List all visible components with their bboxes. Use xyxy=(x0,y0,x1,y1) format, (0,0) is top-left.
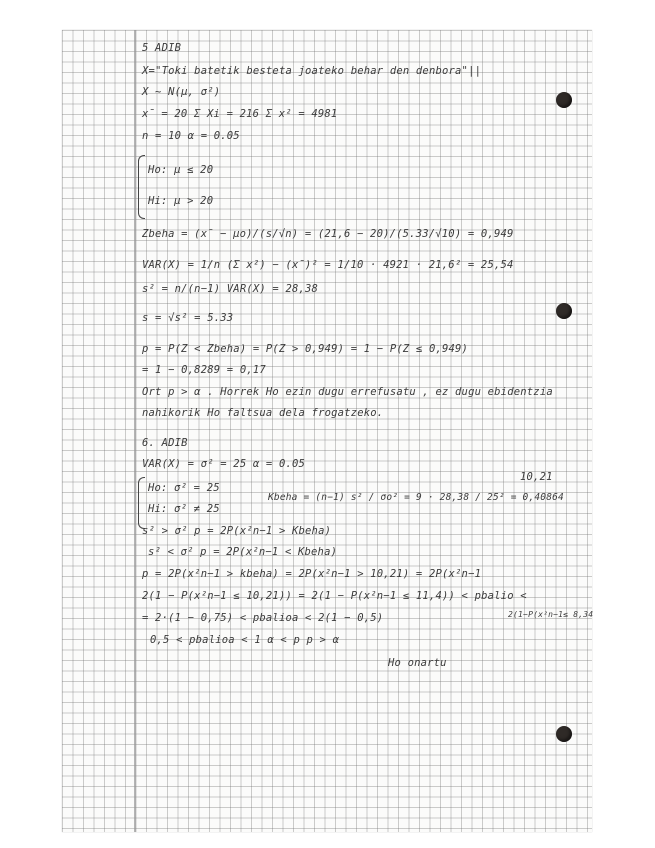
alt-hypothesis: Hi: μ > 20 xyxy=(148,195,214,207)
p-margin-note: 2(1−P(x²n−1≤ 8,34 xyxy=(508,610,594,619)
distribution-line: X ~ N(μ, σ²) xyxy=(142,86,221,98)
final-conclusion: Ho onartu xyxy=(388,657,447,669)
n-alpha-line: n = 10 α = 0.05 xyxy=(142,130,240,142)
z-statistic-line: Zbeha = (x̄ − μo)/(s/√n) = (21,6 − 20)/(5.33/√10) = 0,949 xyxy=(142,228,514,240)
k-statistic-line: Kbeha = (n−1) s² / σo² = 9 · 28,38 / 25² = 0,40864 xyxy=(268,492,564,503)
hypothesis-brace-2 xyxy=(138,477,145,529)
alt-hypothesis-6: Hi: σ² ≠ 25 xyxy=(148,503,220,515)
p-value-line: p = P(Z < Zbeha) = P(Z > 0,949) = 1 − P(Z ≤ 0,949) xyxy=(142,343,469,355)
null-hypothesis-6: Ho: σ² = 25 xyxy=(148,482,220,494)
variance-line: VAR(X) = 1/n (Σ x²) − (x̄)² = 1/10 · 4921 · 21,6² = 25,54 xyxy=(142,259,514,271)
p-rule-less: s² < σ² p = 2P(x²n−1 < Kbeha) xyxy=(148,546,338,558)
section-title-5: 5 ADIB xyxy=(142,42,182,54)
null-hypothesis: Ho: μ ≤ 20 xyxy=(148,164,214,176)
sample-stats-line: x̄ = 20 Σ Xi = 216 Σ x² = 4981 xyxy=(142,108,338,120)
notebook-page xyxy=(62,30,592,832)
hypothesis-brace-1 xyxy=(138,155,145,219)
p-rule-greater: s² > σ² p = 2P(x²n−1 > Kbeha) xyxy=(142,525,332,537)
section-title-6: 6. ADIB xyxy=(142,437,188,449)
std-dev-line: s = √s² = 5.33 xyxy=(142,312,234,324)
p-interval-line: = 2·(1 − 0,75) < pbalioa < 2(1 − 0,5) xyxy=(142,612,384,624)
p-interval-result: 0,5 < pbalioa < 1 α < p p > α xyxy=(150,634,340,646)
p-value-result-line: = 1 − 0,8289 = 0,17 xyxy=(142,364,266,376)
variable-definition: X="Toki batetik besteta joateko behar den denbora"|| xyxy=(142,65,482,77)
sample-variance-line: s² = n/(n−1) VAR(X) = 28,38 xyxy=(142,283,319,295)
margin-line xyxy=(134,30,136,832)
p-bound-line: 2(1 − P(x²n−1 ≤ 10,21)) = 2(1 − P(x²n−1 ≤ 11,4)) < pbalio < xyxy=(142,590,527,602)
conclusion-line-2: nahikorik Ho faltsua dela frogatzeko. xyxy=(142,407,384,419)
punch-hole-top xyxy=(556,92,572,108)
conclusion-line-1: Ort p > α . Horrek Ho ezin dugu errefusatu , ez dugu ebidentzia xyxy=(142,386,553,398)
p-computation-line: p = 2P(x²n−1 > kbeha) = 2P(x²n−1 > 10,21) = 2P(x²n−1 xyxy=(142,568,482,580)
punch-hole-middle xyxy=(556,303,572,319)
k-statistic-correction: 10,21 xyxy=(520,471,553,483)
punch-hole-bottom xyxy=(556,726,572,742)
variance-alpha-line: VAR(X) = σ² = 25 α = 0.05 xyxy=(142,458,306,470)
